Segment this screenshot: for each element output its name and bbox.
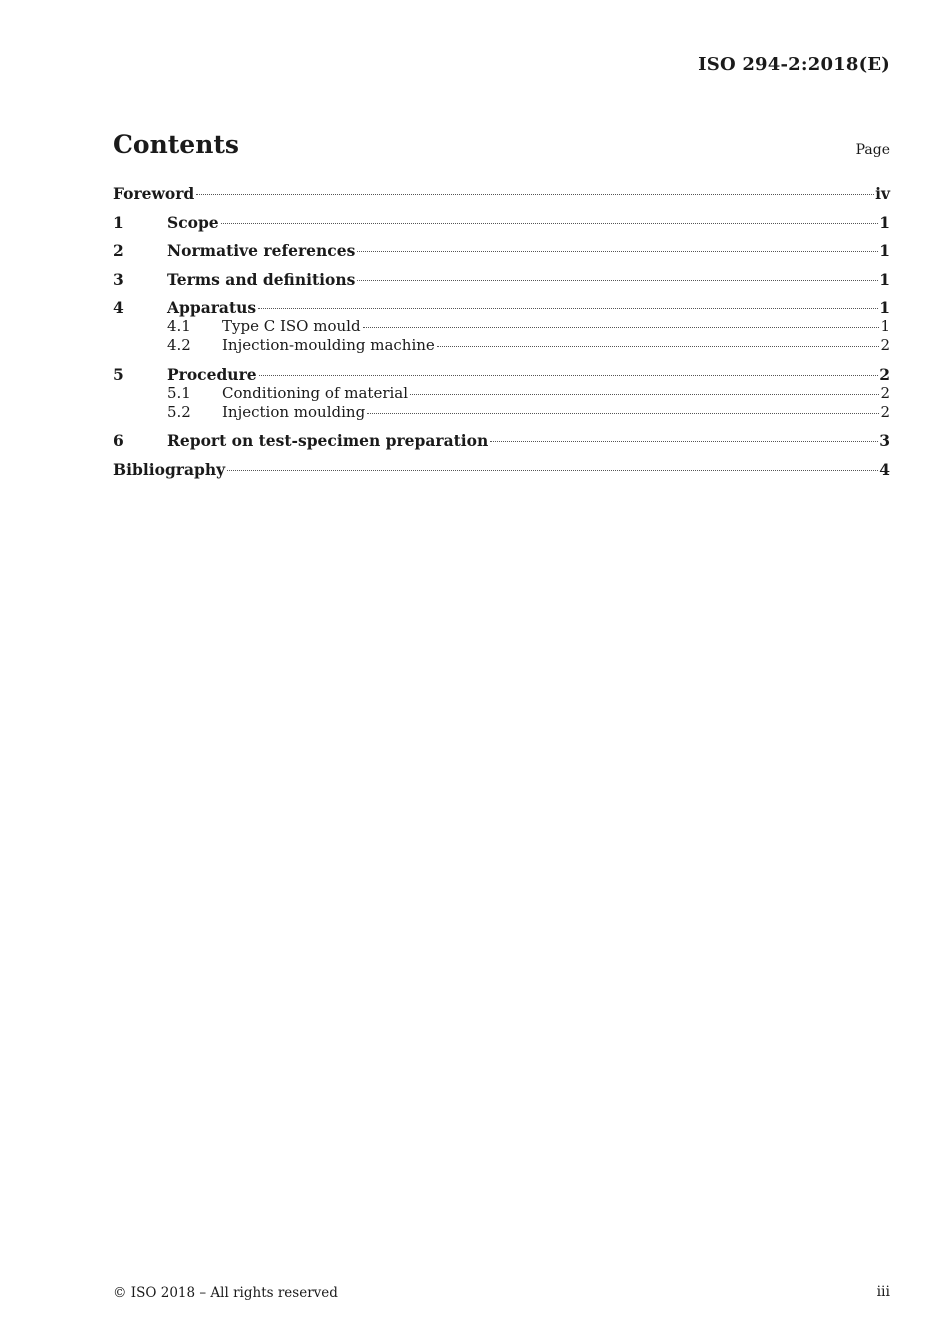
section-title: Procedure — [167, 364, 257, 384]
dot-leader — [227, 470, 878, 471]
document-id: ISO 294-2:2018(E) — [698, 54, 890, 75]
section-number: 3 — [113, 269, 124, 289]
section-title: Normative references — [167, 241, 356, 260]
toc-subentry[interactable] — [113, 317, 890, 336]
toc-entry[interactable] — [113, 431, 890, 450]
toc-entry[interactable] — [113, 213, 890, 232]
section-page-number: 2 — [879, 364, 890, 384]
section-page-number: 1 — [880, 317, 890, 335]
section-title: Type C ISO mould — [222, 317, 361, 335]
toc-entry[interactable] — [113, 460, 890, 479]
dot-leader — [357, 280, 878, 281]
section-number: 4.2 — [167, 336, 191, 354]
table-of-contents — [113, 184, 890, 488]
toc-entry[interactable] — [113, 270, 890, 289]
toc-entry[interactable] — [113, 298, 890, 317]
section-title: Conditioning of material — [222, 383, 409, 402]
section-title: Foreword — [113, 184, 195, 203]
dot-leader — [363, 327, 880, 328]
toc-subentry[interactable] — [113, 384, 890, 403]
section-page-number: iv — [875, 184, 890, 203]
section-title: Report on test-specimen preparation — [167, 431, 489, 450]
section-page-number: 3 — [879, 431, 890, 450]
toc-subentry[interactable] — [113, 336, 890, 355]
section-number: 5.1 — [167, 383, 191, 402]
dot-leader — [437, 346, 880, 347]
dot-leader — [258, 308, 878, 309]
section-number: 6 — [113, 431, 124, 450]
section-title: Injection-moulding machine — [222, 336, 435, 354]
section-page-number: 2 — [880, 402, 890, 421]
dot-leader — [259, 375, 879, 376]
toc-entry[interactable] — [113, 365, 890, 384]
toc-entry[interactable] — [113, 184, 890, 203]
dot-leader — [221, 223, 879, 224]
dot-leader — [490, 441, 878, 442]
dot-leader — [196, 194, 874, 195]
section-number: 2 — [113, 241, 124, 260]
dot-leader — [410, 394, 879, 395]
section-number: 1 — [113, 212, 124, 232]
section-page-number: 2 — [880, 383, 890, 402]
section-title: Injection moulding — [222, 402, 366, 421]
section-number: 5 — [113, 364, 124, 384]
section-page-number: 1 — [879, 269, 890, 289]
toc-subentry[interactable] — [113, 403, 890, 422]
section-page-number: 1 — [879, 241, 890, 260]
section-number: 4.1 — [167, 317, 191, 335]
section-number: 4 — [113, 298, 124, 317]
section-page-number: 4 — [879, 459, 890, 479]
section-title: Apparatus — [167, 298, 257, 317]
section-title: Scope — [167, 212, 219, 232]
section-title: Bibliography — [113, 459, 226, 479]
section-page-number: 2 — [880, 336, 890, 354]
section-title: Terms and definitions — [167, 269, 356, 289]
dot-leader — [367, 413, 879, 414]
dot-leader — [357, 251, 878, 252]
toc-entry[interactable] — [113, 241, 890, 260]
contents-heading: Contents — [113, 130, 240, 159]
section-number: 5.2 — [167, 402, 191, 421]
footer-page-number: iii — [876, 1284, 890, 1300]
page-column-label: Page — [855, 142, 890, 158]
section-page-number: 1 — [879, 212, 890, 232]
footer-copyright: © ISO 2018 – All rights reserved — [113, 1285, 338, 1301]
section-page-number: 1 — [879, 298, 890, 317]
